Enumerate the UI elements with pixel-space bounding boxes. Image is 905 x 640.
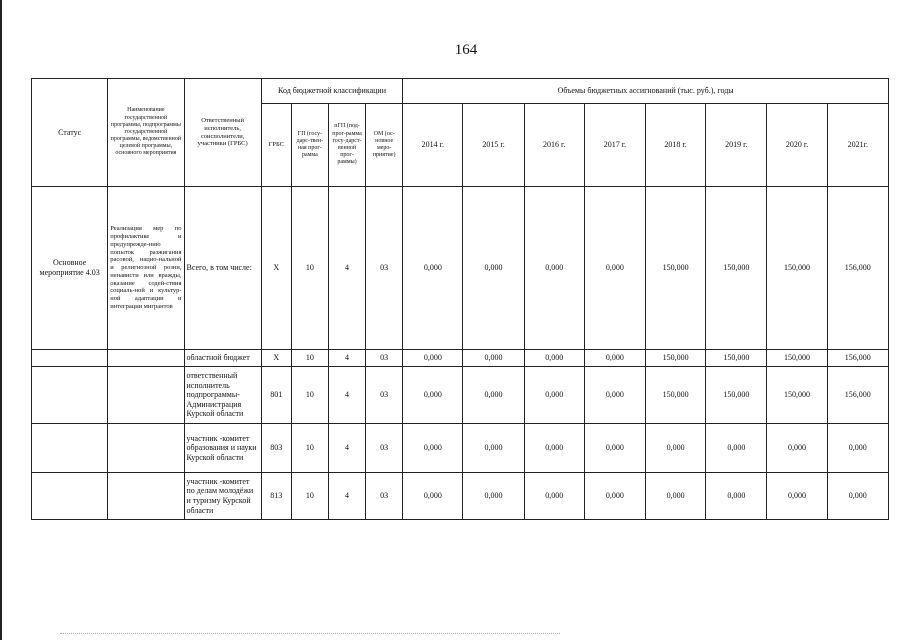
cell-value: 0,000 [584, 367, 645, 424]
cell-value: 0,000 [403, 424, 463, 473]
cell-value: 0,000 [646, 424, 706, 473]
page-left-edge [0, 0, 2, 640]
cell-executor: Всего, в том числе: [184, 187, 261, 350]
cell-value: 0,000 [767, 473, 827, 520]
cell-value: 0,000 [524, 350, 584, 367]
header-budget-code: Код бюджетной классификации [261, 79, 403, 104]
header-year: 2016 г. [524, 104, 584, 187]
cell-value: 0,000 [584, 187, 645, 350]
header-status: Статус [32, 79, 108, 187]
header-year: 2017 г. [584, 104, 645, 187]
cell-value: 0,000 [463, 187, 524, 350]
header-year: 2020 г. [767, 104, 827, 187]
cell-value: 156,000 [827, 187, 888, 350]
cell-value: 150,000 [646, 350, 706, 367]
cell-value: 0,000 [524, 473, 584, 520]
cell-value: 0,000 [463, 473, 524, 520]
cell-value: 0,000 [646, 473, 706, 520]
cell-value: 150,000 [767, 187, 827, 350]
cell-value: 0,000 [524, 424, 584, 473]
cell-grbs: Х [261, 187, 291, 350]
table-row-responsible-executor [32, 367, 889, 424]
cell-om: 03 [366, 473, 403, 520]
cell-grbs: 803 [261, 424, 291, 473]
cell-value: 150,000 [646, 367, 706, 424]
cell-executor: участник -комитет по делам молодёжи и туризму Курской области [184, 473, 261, 520]
cell-gp: 10 [291, 350, 328, 367]
cell-pgp: 4 [328, 473, 365, 520]
cell-value: 150,000 [767, 367, 827, 424]
cell-grbs: Х [261, 350, 291, 367]
cell-gp: 10 [291, 367, 328, 424]
header-year: 2015 г. [463, 104, 524, 187]
cell-measure-name: Реализация мер по профилактике и предупрежде-нию попыток разжигания расовой, нацио-нальной и религиозной розни, ненависти или вражды, оказание содей-ствия социаль-ной и культур-ной адаптации и интеграции мигрантов [108, 187, 184, 350]
cell-om: 03 [366, 424, 403, 473]
cell-grbs: 813 [261, 473, 291, 520]
cell-value: 0,000 [584, 424, 645, 473]
cell-executor: областной бюджет [184, 350, 261, 367]
cell-value: 0,000 [524, 367, 584, 424]
cell-value: 0,000 [827, 473, 888, 520]
cell-value: 0,000 [463, 367, 524, 424]
page-number: 164 [454, 42, 478, 58]
cell-pgp: 4 [328, 187, 365, 350]
header-year: 2019 г. [706, 104, 767, 187]
cell-status [32, 350, 108, 367]
header-executor: Ответственный исполнитель, соисполнители, участники (ГРБС) [184, 79, 261, 187]
cell-measure-name [108, 350, 184, 367]
cell-value: 0,000 [827, 424, 888, 473]
cell-om: 03 [366, 367, 403, 424]
cell-pgp: 4 [328, 367, 365, 424]
cell-executor: участник -комитет образования и науки Курской области [184, 424, 261, 473]
cell-measure-name [108, 367, 184, 424]
header-year: 2018 г. [646, 104, 706, 187]
cell-status [32, 473, 108, 520]
cell-value: 0,000 [584, 350, 645, 367]
cell-value: 150,000 [706, 367, 767, 424]
cell-pgp: 4 [328, 350, 365, 367]
cell-value: 0,000 [767, 424, 827, 473]
cell-value: 0,000 [463, 350, 524, 367]
table-row-total [32, 187, 889, 350]
cell-pgp: 4 [328, 424, 365, 473]
cell-value: 150,000 [706, 350, 767, 367]
table-row-participant-youth [32, 473, 889, 520]
cell-executor: ответственный исполнитель подпрограммы-Администрация Курской области [184, 367, 261, 424]
cell-value: 156,000 [827, 350, 888, 367]
table-row-participant-education [32, 424, 889, 473]
cell-value: 156,000 [827, 367, 888, 424]
header-year: 2014 г. [403, 104, 463, 187]
cell-status: Основное мероприятие 4.03 [32, 187, 108, 350]
cell-value: 0,000 [403, 473, 463, 520]
header-program-name: Наименование государственной программы, подпрограммы государственной программы, ведомственной целевой программы, основного мероприятия [108, 79, 184, 187]
header-pgp: пГП (под-прог-рамма госу-дарст-венной прог-раммы) [328, 104, 365, 187]
cell-value: 150,000 [646, 187, 706, 350]
cell-om: 03 [366, 350, 403, 367]
cell-value: 0,000 [706, 424, 767, 473]
budget-allocation-table [31, 78, 889, 520]
table-row-regional-budget [32, 350, 889, 367]
scan-artifact-line [60, 633, 560, 635]
cell-measure-name [108, 424, 184, 473]
cell-grbs: 801 [261, 367, 291, 424]
cell-value: 0,000 [463, 424, 524, 473]
header-om: ОМ (ос-новное меро-приятие) [366, 104, 403, 187]
cell-gp: 10 [291, 473, 328, 520]
header-grbs: ГРБС [261, 104, 291, 187]
header-year: 2021г. [827, 104, 888, 187]
cell-value: 0,000 [403, 367, 463, 424]
cell-measure-name [108, 473, 184, 520]
header-gp: ГП (госу-дарс-твен-ная прог-рамма [291, 104, 328, 187]
cell-om: 03 [366, 187, 403, 350]
cell-gp: 10 [291, 187, 328, 350]
cell-value: 0,000 [403, 350, 463, 367]
header-allocations: Объемы бюджетных ассигнований (тыс. руб.), годы [403, 79, 889, 104]
cell-gp: 10 [291, 424, 328, 473]
cell-value: 0,000 [524, 187, 584, 350]
cell-value: 0,000 [584, 473, 645, 520]
cell-status [32, 424, 108, 473]
cell-value: 0,000 [403, 187, 463, 350]
cell-value: 150,000 [706, 187, 767, 350]
cell-value: 0,000 [706, 473, 767, 520]
cell-status [32, 367, 108, 424]
cell-value: 150,000 [767, 350, 827, 367]
